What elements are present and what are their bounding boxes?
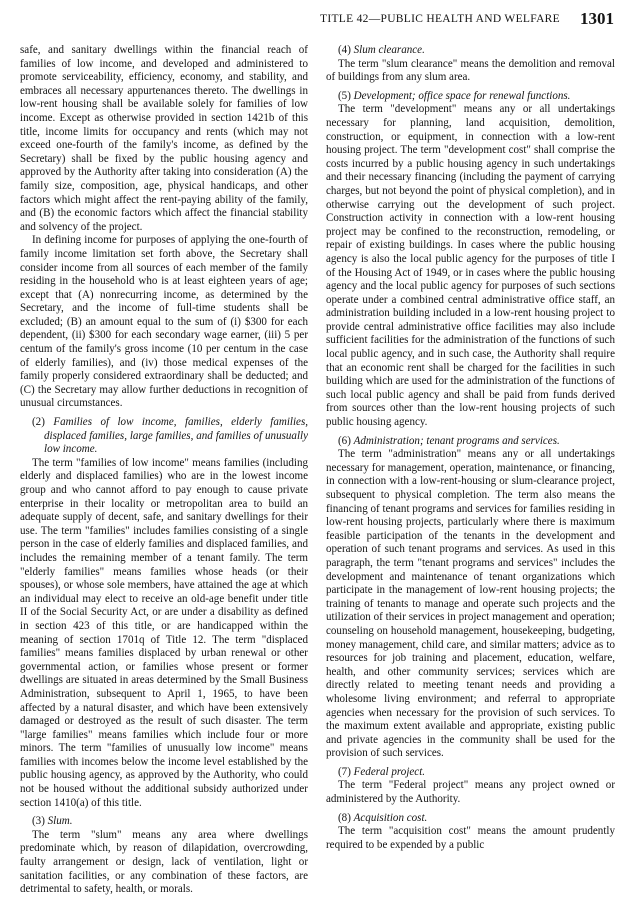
section-title: Slum. (47, 815, 73, 828)
paragraph: The term "administration" means any or all undertakings necessary for management, operation, maintenance, or financing, in connection with a low-rent-housing or slum-clearance project, subsequent to physical completion. The term also means the financing of tenant programs and services for families residing in low-rent housing projects, particularly where there is maximum feasible participation of the tenants in the development and operation of such tenant programs and services. As used in this paragraph, the term "tenant programs and services" includes the development and maintenance of tenant organizations which participate in the management of low-rent housing projects; the training of tenants to manage and operate such projects and the utilization of their services in project management and operation; counseling on household management, housekeeping, budgeting, money management, child care, and similar matters; advice as to resources for job training and placement, education, welfare, health, and other community services; services which are directly related to meeting tenant needs and providing a wholesome living environment; and referral to appropriate agencies when necessary for the provision of such services. To the maximum extent available and appropriate, existing public and private agencies in the community shall be used for the provision of such services. (326, 448, 615, 760)
section-heading (326, 435, 615, 449)
section-heading (326, 44, 615, 58)
section-title: Slum clearance. (353, 44, 425, 56)
section-number: (3) (32, 815, 45, 828)
paragraph: The term "Federal project" means any project owned or administered by the Authority. (326, 779, 615, 806)
paragraph: In defining income for purposes of applying the one-fourth of family income limitation set forth above, the Secretary shall consider income from all sources of each member of the family residing in the household who is at least eighteen years of age; except that (A) nonrecurring income, as determined by the Secretary, and the income of full-time students shall be excluded; (B) an amount equal to the sum of (i) $300 for each dependent, (ii) $300 for each secondary wage earner, (iii) 5 per centum of the family's gross income (10 per centum in the case of elderly families), and (iv) those medical expenses of the family properly considered extraordinary shall be deducted; and (C) the Secretary may allow further deductions in recognition of unusual circumstances. (20, 234, 308, 410)
section-title: Federal project. (353, 765, 426, 778)
section-number: (2) (32, 416, 45, 429)
paragraph: The term "acquisition cost" means the amount prudently required to be expended by a public (326, 825, 615, 851)
section-title: Acquisition cost. (353, 811, 428, 824)
paragraph: The term "development" means any or all undertakings necessary for planning, land acquisition, demolition, construction, or equipment, in connection with a low-rent housing project. The term "development cost" shall comprise the costs incurred by a public housing agency in such undertakings and their necessary financing (including the payment of carrying charges, but not beyond the point of physical completion), and in otherwise carrying out the development of such project. Construction activity in connection with a low-rent housing project may be confined to the reconstruction, remodeling, or repair of existing buildings. In cases where the public housing agency is also the local public agency for the purposes of title I of the Housing Act of 1949, or in cases where the public housing agency and the local public agency for purposes of such sections operate under a combined central administrative office staff, an administration building included in a low-rent housing project to provide central administrative office facilities may also include sufficient facilities for the administration of the functions of such local public agency, and in such case, the Authority shall require that an economic rent shall be charged for the facilities in such building which are used for the administration of the functions of such local public agency and shall be paid from funds derived from sources other than the low-rent housing projects of such public housing agency. (326, 103, 615, 429)
left-column (20, 44, 308, 916)
running-title: TITLE 42—PUBLIC HEALTH AND WELFARE (320, 13, 560, 25)
paragraph: The term "slum clearance" means the demolition and removal of buildings from any slum area. (326, 57, 615, 84)
section-number: (5) (338, 89, 351, 102)
section-number: (4) (338, 44, 351, 56)
paragraph: The term "slum" means any area where dwellings predominate which, by reason of dilapidation, overcrowding, faulty arrangement or design, lack of ventilation, light or sanitation facilities, or any combination of these factors, are detrimental to safety, health, or morals. (20, 828, 308, 896)
section-heading (326, 812, 615, 826)
right-column (326, 44, 615, 916)
section-heading (326, 766, 615, 780)
section-number: (7) (338, 765, 351, 778)
section-heading (20, 416, 308, 457)
section-title: Development; office space for renewal functions. (353, 89, 571, 102)
page-header (320, 9, 620, 31)
section-number: (8) (338, 811, 351, 824)
page-number: 1301 (580, 9, 614, 28)
paragraph: safe, and sanitary dwellings within the financial reach of families of low income, and developed and administered to promote serviceability, efficiency, economy, and stability, and embraces all necessary appurtenances thereto. The dwellings in low-rent housing shall be available solely for families of low income. Except as otherwise provided in section 1421b of this title, income limits for occupancy and rents (which may not exceed one-fourth of the family's income, as defined by the Secretary) shall be fixed by the public housing agency and approved by the Authority after taking into consideration (A) the family size, composition, age, physical handicaps, and other factors which might affect the rent-paying ability of the family, and (B) the economic factors which affect the financial stability and solvency of the project. (20, 44, 308, 233)
section-title: Administration; tenant programs and services. (353, 434, 560, 447)
paragraph: The term "families of low income" means families (including elderly and displaced families) who are in the lowest income group and who cannot afford to pay enough to cause private enterprise in their locality or metropolitan area to build an adequate supply of decent, safe, and sanitary dwellings for their use. The term "families" includes families consisting of a single person in the case of elderly families and displaced families, and includes the remaining member of a tenant family. The term "elderly families" means families whose heads (or their spouses), or whose sole members, have attained the age at which an individual may elect to receive an old-age benefit under title II of the Social Security Act, or are under a disability as defined in section 423 of this title, or are handicapped within the meaning of section 1701q of Title 12. The term "displaced families" means families displaced by urban renewal or other governmental action, or families whose present or former dwellings are situated in areas determined by the Small Business Administration, subsequent to April 1, 1965, to have been affected by a natural disaster, and which have been extensively damaged or destroyed as the result of such disaster. The term "large families" means families which include four or more minors. The term "families of unusually low income" means families with incomes below the income level established by the public housing agency, as approved by the Authority, who could not be housed without the additional subsidy authorized under section 1410(a) of this title. (20, 456, 308, 809)
section-title: Families of low income, families, elderly families, displaced families, large families, and families of unusually low income. (44, 416, 308, 456)
section-number: (6) (338, 434, 351, 447)
section-heading (326, 90, 615, 104)
section-heading (20, 815, 308, 829)
